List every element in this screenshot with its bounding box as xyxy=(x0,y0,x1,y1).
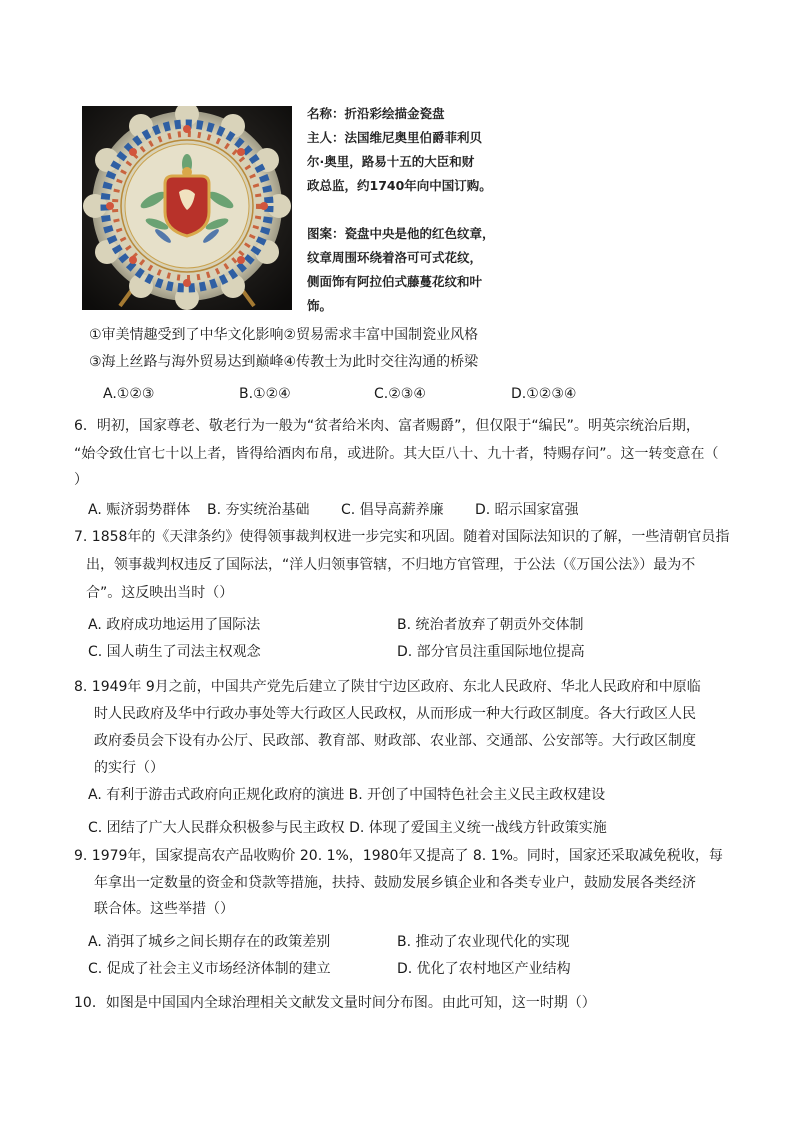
q8-stem-line: 时人民政府及华中行政办事处等大行政区人民政权，从而形成一种大行政区制度。各大行政区人民 xyxy=(94,706,696,722)
q6-option-d: D. 昭示国家富强 xyxy=(475,502,579,518)
plate-caption xyxy=(307,102,495,318)
caption-line: 饰。 xyxy=(307,298,333,313)
q8-option-cd: C. 团结了广大人民群众积极参与民主政权 D. 体现了爱国主义统一战线方针政策实施 xyxy=(88,820,607,836)
q6-stem-line: 6．明初，国家尊老、敬老行为一般为“贫者给米肉、富者赐爵”，但仅限于“编民”。明英宗统治后期， xyxy=(74,418,700,434)
q9-stem-line: 9. 1979年，国家提高农产品收购价 20. 1%，1980年又提高了 8. 1%。同时，国家还采取减免税收，每 xyxy=(74,848,723,864)
caption-line: 纹章周围环绕着洛可可式花纹， xyxy=(307,250,483,265)
q7-option-d: D. 部分官员注重国际地位提高 xyxy=(397,644,585,660)
q5-option-a: A.①②③ xyxy=(103,386,155,402)
q9-option-b: B. 推动了农业现代化的实现 xyxy=(397,934,570,950)
q7-option-a: A. 政府成功地运用了国际法 xyxy=(88,617,261,633)
caption-line xyxy=(307,198,495,222)
q6-option-a: A. 赈济弱势群体 xyxy=(88,502,191,518)
q5-option-c: C.②③④ xyxy=(374,386,426,402)
q8-option-ab: A. 有利于游击式政府向正规化政府的演进 B. 开创了中国特色社会主义民主政权建设 xyxy=(88,787,606,803)
q9-option-c: C. 促成了社会主义市场经济体制的建立 xyxy=(88,961,331,977)
q10-stem: 10．如图是中国国内全球治理相关文献发文量时间分布图。由此可知，这一时期（） xyxy=(74,995,596,1011)
q7-stem-line: 7. 1858年的《天津条约》使得领事裁判权进一步完实和巩固。随着对国际法知识的了解，一些清朝官员指 xyxy=(74,529,730,545)
caption-line: 政总监，约1740年向中国订购。 xyxy=(307,178,492,193)
q5-statement-1: ①审美情趣受到了中华文化影响②贸易需求丰富中国制瓷业风格 xyxy=(89,327,479,343)
q6-option-b: B. 夯实统治基础 xyxy=(207,502,310,518)
q9-stem-line: 联合体。这些举措（） xyxy=(94,901,234,917)
q9-option-a: A. 消弭了城乡之间长期存在的政策差别 xyxy=(88,934,331,950)
q8-stem-line: 8. 1949年 9月之前，中国共产党先后建立了陕甘宁边区政府、东北人民政府、华北人民政府和中原临 xyxy=(74,679,701,695)
porcelain-plate-image xyxy=(82,106,292,310)
q5-option-d: D.①②③④ xyxy=(511,386,577,402)
q8-stem-line: 的实行（） xyxy=(94,760,164,776)
q9-stem-line: 年拿出一定数量的资金和贷款等措施，扶持、鼓励发展乡镇企业和各类专业户，鼓励发展各类经济 xyxy=(94,875,696,891)
q5-option-b: B.①②④ xyxy=(239,386,291,402)
q6-option-c: C. 倡导高薪养廉 xyxy=(341,502,444,518)
q7-stem-line: 出，领事裁判权违反了国际法，“洋人归领事管辖，不归地方官管理，于公法（《万国公法》）最为不 xyxy=(86,557,696,573)
q9-option-d: D. 优化了农村地区产业结构 xyxy=(397,961,571,977)
q6-stem-line: ） xyxy=(74,472,88,488)
q8-stem-line: 政府委员会下设有办公厅、民政部、教育部、财政部、农业部、交通部、公安部等。大行政区制度 xyxy=(94,733,696,749)
caption-line: 尔·奥里，路易十五的大臣和财 xyxy=(307,154,475,169)
caption-line: 名称：折沿彩绘描金瓷盘 xyxy=(307,106,445,121)
q6-stem-line: “始令致仕官七十以上者，皆得给酒肉布帛，或进阶。其大臣八十、九十者，特赐存问”。这一转变意在（ xyxy=(74,446,719,462)
caption-line: 主人：法国维尼奥里伯爵菲利贝 xyxy=(307,130,483,145)
q7-option-c: C. 国人萌生了司法主权观念 xyxy=(88,644,261,660)
caption-line: 侧面饰有阿拉伯式藤蔓花纹和叶 xyxy=(307,274,483,289)
q5-statement-2: ③海上丝路与海外贸易达到巅峰④传教士为此时交往沟通的桥梁 xyxy=(89,354,479,370)
q7-stem-line: 合”。这反映出当时（） xyxy=(86,585,234,601)
caption-line: 图案：瓷盘中央是他的红色纹章， xyxy=(307,226,495,241)
q7-option-b: B. 统治者放弃了朝贡外交体制 xyxy=(397,617,584,633)
